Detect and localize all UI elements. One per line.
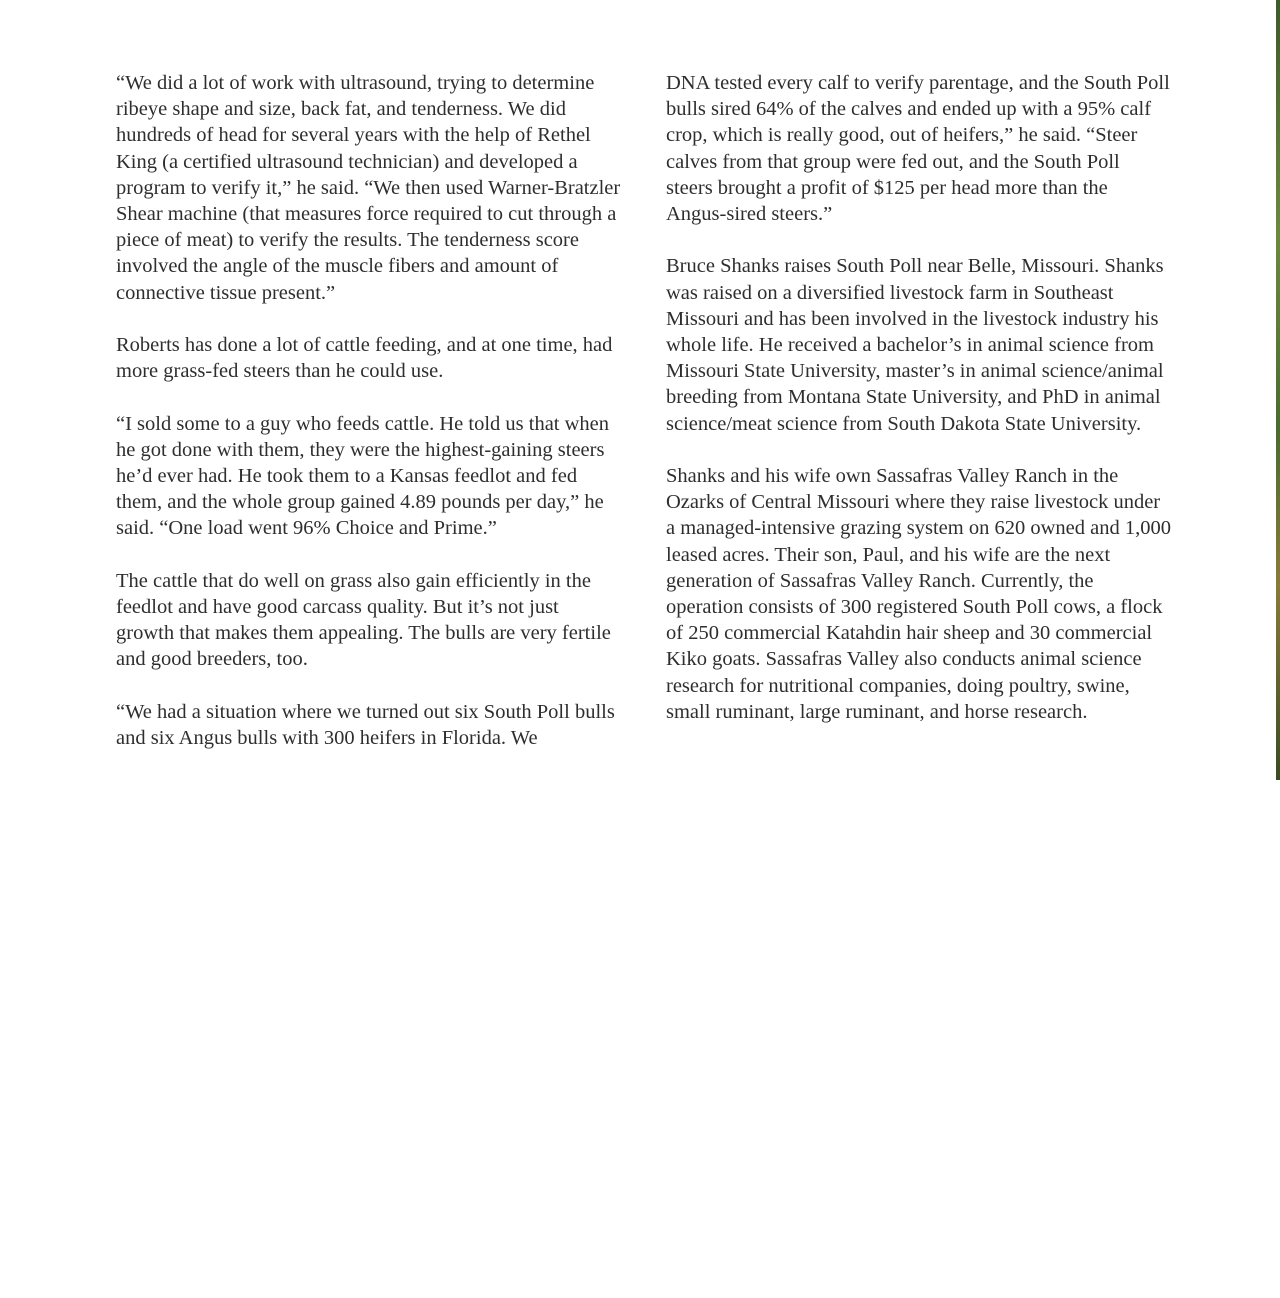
paragraph: Roberts has done a lot of cattle feeding, and at one time, had more grass-fed steers than he could use. bbox=[116, 334, 613, 383]
facing-page-photo-edge bbox=[1276, 0, 1280, 780]
paragraph: Shanks and his wife own Sassafras Valley Ranch in the Ozarks of Central Missouri where they raise livestock under a managed-intensive grazing system on 620 owned and 1,000 leased acres. Their son, Paul, and his wife are the next generation of Sassafras Valley Ranch. Currently, the operation consists of 300 registered South Poll cows, a flock of 250 commercial Katahdin hair sheep and 30 commercial Kiko goats. Sassafras Valley also conducts animal science research for nutritional companies, doing poultry, swine, small ruminant, large ruminant, and horse research. bbox=[666, 465, 1171, 723]
paragraph: Bruce Shanks raises South Poll near Belle, Missouri. Shanks was raised on a diversified livestock farm in Southeast Missouri and has been involved in the livestock industry his whole life. He received a bachelor’s in animal science from Missouri State University, master’s in animal science/animal breeding from Montana State University, and PhD in animal science/meat science from South Dakota State University. bbox=[666, 255, 1164, 435]
paragraph: “I sold some to a guy who feeds cattle. He told us that when he got done with them, they were the highest-gaining steers he’d ever had. He took them to a Kansas feedlot and fed them, and the whole group gained 4.89 pounds per day,” he said. “One load went 96% Choice and Prime.” bbox=[116, 412, 610, 540]
paragraph: “We did a lot of work with ultrasound, trying to determine ribeye shape and size, back fat, and tenderness. We did hundreds of head for several years with the help of Rethel King (a certified ultrasound technician) and developed a program to verify it,” he said. “We then used Warner-Bratzler Shear machine (that measures force required to cut through a piece of meat) to verify the results. The tenderness score involved the angle of the muscle fibers and amount of connective tissue present.” bbox=[116, 72, 621, 304]
left-text-column bbox=[116, 70, 621, 777]
right-text-column bbox=[666, 70, 1171, 751]
paragraph: “We had a situation where we turned out six South Poll bulls and six Angus bulls with 300 heifers in Florida. We bbox=[116, 700, 615, 750]
paragraph: The cattle that do well on grass also gain efficiently in the feedlot and have good carcass quality. But it’s not just growth that makes them appealing. The bulls are very fertile and good breeders, too. bbox=[116, 569, 611, 671]
paragraph: DNA tested every calf to verify parentage, and the South Poll bulls sired 64% of the calves and ended up with a 95% calf crop, which is really good, out of heifers,” he said. “Steer calves from that group were fed out, and the South Poll steers brought a profit of $125 per head more than the Angus-sired steers.” bbox=[666, 72, 1170, 226]
